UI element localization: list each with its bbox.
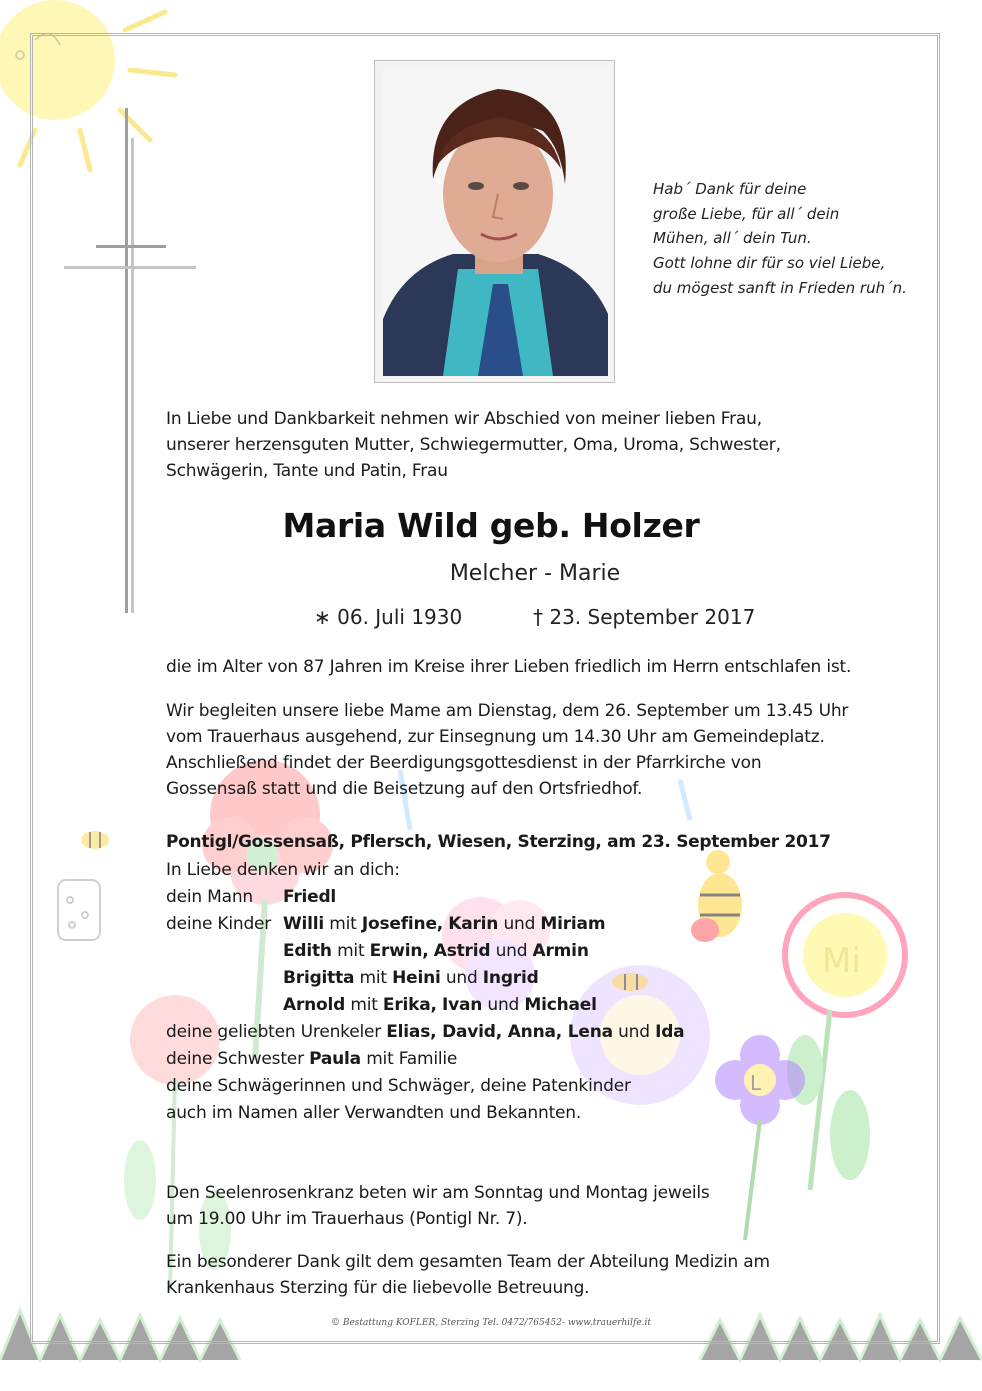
intro-line: Schwägerin, Tante und Patin, Frau xyxy=(166,461,448,481)
child-row xyxy=(166,992,684,1019)
child-name: Edith xyxy=(283,941,332,961)
rosary-line: um 19.00 Uhr im Trauerhaus (Pontigl Nr. 7). xyxy=(166,1209,528,1229)
great-grandchildren-names: Elias, David, Anna, Lena xyxy=(386,1022,613,1042)
child-row xyxy=(166,965,684,992)
sister-suffix: mit Familie xyxy=(366,1049,458,1069)
grandchild-name: Astrid xyxy=(433,941,491,961)
grandchild-name: Karin xyxy=(448,914,499,934)
relatives-text: auch im Namen aller Verwandten und Bekannten. xyxy=(166,1103,582,1123)
thanks-line: Ein besonderer Dank gilt dem gesamten Team der Abteilung Medizin am xyxy=(166,1252,770,1272)
funeral-line: Gossensaß statt und die Beisetzung auf den Ortsfriedhof. xyxy=(166,779,643,799)
poem-line: Hab´ Dank für deine xyxy=(653,180,807,198)
funeral-line: Wir begleiten unsere liebe Mame am Dienstag, dem 26. September um 13.45 Uhr xyxy=(166,701,849,721)
poem-quote xyxy=(653,177,953,301)
place-date: Pontigl/Gossensaß, Pflersch, Wiesen, Sterzing, am 23. September 2017 xyxy=(166,832,831,852)
deceased-name: Maria Wild geb. Holzer xyxy=(282,506,700,545)
mourners-list xyxy=(166,857,684,1127)
inlaws-text: deine Schwägerinnen und Schwäger, deine Patenkinder xyxy=(166,1076,631,1096)
husband-name: Friedl xyxy=(283,887,337,907)
poem-line: Gott lohne dir für so viel Liebe, xyxy=(653,254,886,273)
child-entry xyxy=(283,911,605,938)
sister-row xyxy=(166,1046,684,1073)
child-partner: Josefine, xyxy=(361,914,444,934)
child-entry xyxy=(283,965,539,992)
child-entry xyxy=(283,938,589,965)
intro-text xyxy=(166,406,781,484)
child-und: und xyxy=(445,968,478,988)
funeral-text xyxy=(166,698,848,802)
child-mit: mit xyxy=(337,941,365,961)
rosary-line: Den Seelenrosenkranz beten wir am Sonntag und Montag jeweils xyxy=(166,1183,710,1203)
great-grandchildren-und: und xyxy=(618,1022,650,1042)
great-grandchildren-row xyxy=(166,1019,684,1046)
child-name: Willi xyxy=(283,914,325,934)
grandchild-name: Miriam xyxy=(540,914,606,934)
child-und: und xyxy=(503,914,536,934)
portrait-photo xyxy=(374,60,615,383)
death-date: † 23. September 2017 xyxy=(533,605,756,629)
thanks-line: Krankenhaus Sterzing für die liebevolle Betreuung. xyxy=(166,1278,590,1298)
child-entry xyxy=(283,992,597,1019)
relatives-row xyxy=(166,1100,684,1127)
deceased-nickname: Melcher - Marie xyxy=(449,561,621,586)
svg-text:Mi: Mi xyxy=(822,941,861,981)
sister-label: deine Schwester xyxy=(166,1049,304,1069)
great-grandchildren-last: Ida xyxy=(655,1022,685,1042)
child-mit: mit xyxy=(350,995,378,1015)
child-mit: mit xyxy=(359,968,387,988)
child-und: und xyxy=(487,995,520,1015)
child-row xyxy=(166,911,684,938)
sister-name: Paula xyxy=(309,1049,361,1069)
child-mit: mit xyxy=(329,914,357,934)
age-line-text: die im Alter von 87 Jahren im Kreise ihrer Lieben friedlich im Herrn entschlafen ist. xyxy=(166,657,852,677)
children-label: deine Kinder xyxy=(166,914,272,934)
birth-date: ∗ 06. Juli 1930 xyxy=(314,605,463,629)
child-row xyxy=(166,938,684,965)
funeral-line: vom Trauerhaus ausgehend, zur Einsegnung um 14.30 Uhr am Gemeindeplatz. xyxy=(166,727,825,747)
rosary-text xyxy=(166,1180,710,1232)
funeral-home-footer: © Bestattung KOFLER, Sterzing Tel. 0472/765452- www.trauerhilfe.it xyxy=(330,1318,652,1328)
child-name: Brigitta xyxy=(283,968,355,988)
intro-line: In Liebe und Dankbarkeit nehmen wir Abschied von meiner lieben Frau, xyxy=(166,409,762,429)
poem-line: du mögest sanft in Frieden ruh´n. xyxy=(653,278,907,297)
husband-row xyxy=(166,884,684,911)
child-partner: Heini xyxy=(392,968,441,988)
grandchild-name: Michael xyxy=(524,995,597,1015)
funeral-line: Anschließend findet der Beerdigungsgottesdienst in der Pfarrkirche von xyxy=(166,753,762,773)
grandchild-name: Ivan xyxy=(442,995,483,1015)
inlaws-row xyxy=(166,1073,684,1100)
husband-label: dein Mann xyxy=(166,887,253,907)
poem-line: große Liebe, für all´ dein xyxy=(653,204,840,223)
grandchild-name: Armin xyxy=(532,941,589,961)
svg-text:L: L xyxy=(750,1071,762,1095)
mourners-heading: In Liebe denken wir an dich: xyxy=(166,860,400,880)
intro-line: unserer herzensguten Mutter, Schwiegermutter, Oma, Uroma, Schwester, xyxy=(166,435,781,455)
child-und: und xyxy=(495,941,528,961)
great-grandchildren-label: deine geliebten Urenkeler xyxy=(166,1022,382,1042)
thanks-text xyxy=(166,1249,770,1301)
child-partner: Erwin, xyxy=(369,941,429,961)
grandchild-name: Ingrid xyxy=(482,968,539,988)
age-line xyxy=(166,654,851,680)
child-partner: Erika, xyxy=(382,995,437,1015)
poem-line: Mühen, all´ dein Tun. xyxy=(653,229,812,248)
mourners-heading-row xyxy=(166,857,684,884)
child-name: Arnold xyxy=(283,995,346,1015)
